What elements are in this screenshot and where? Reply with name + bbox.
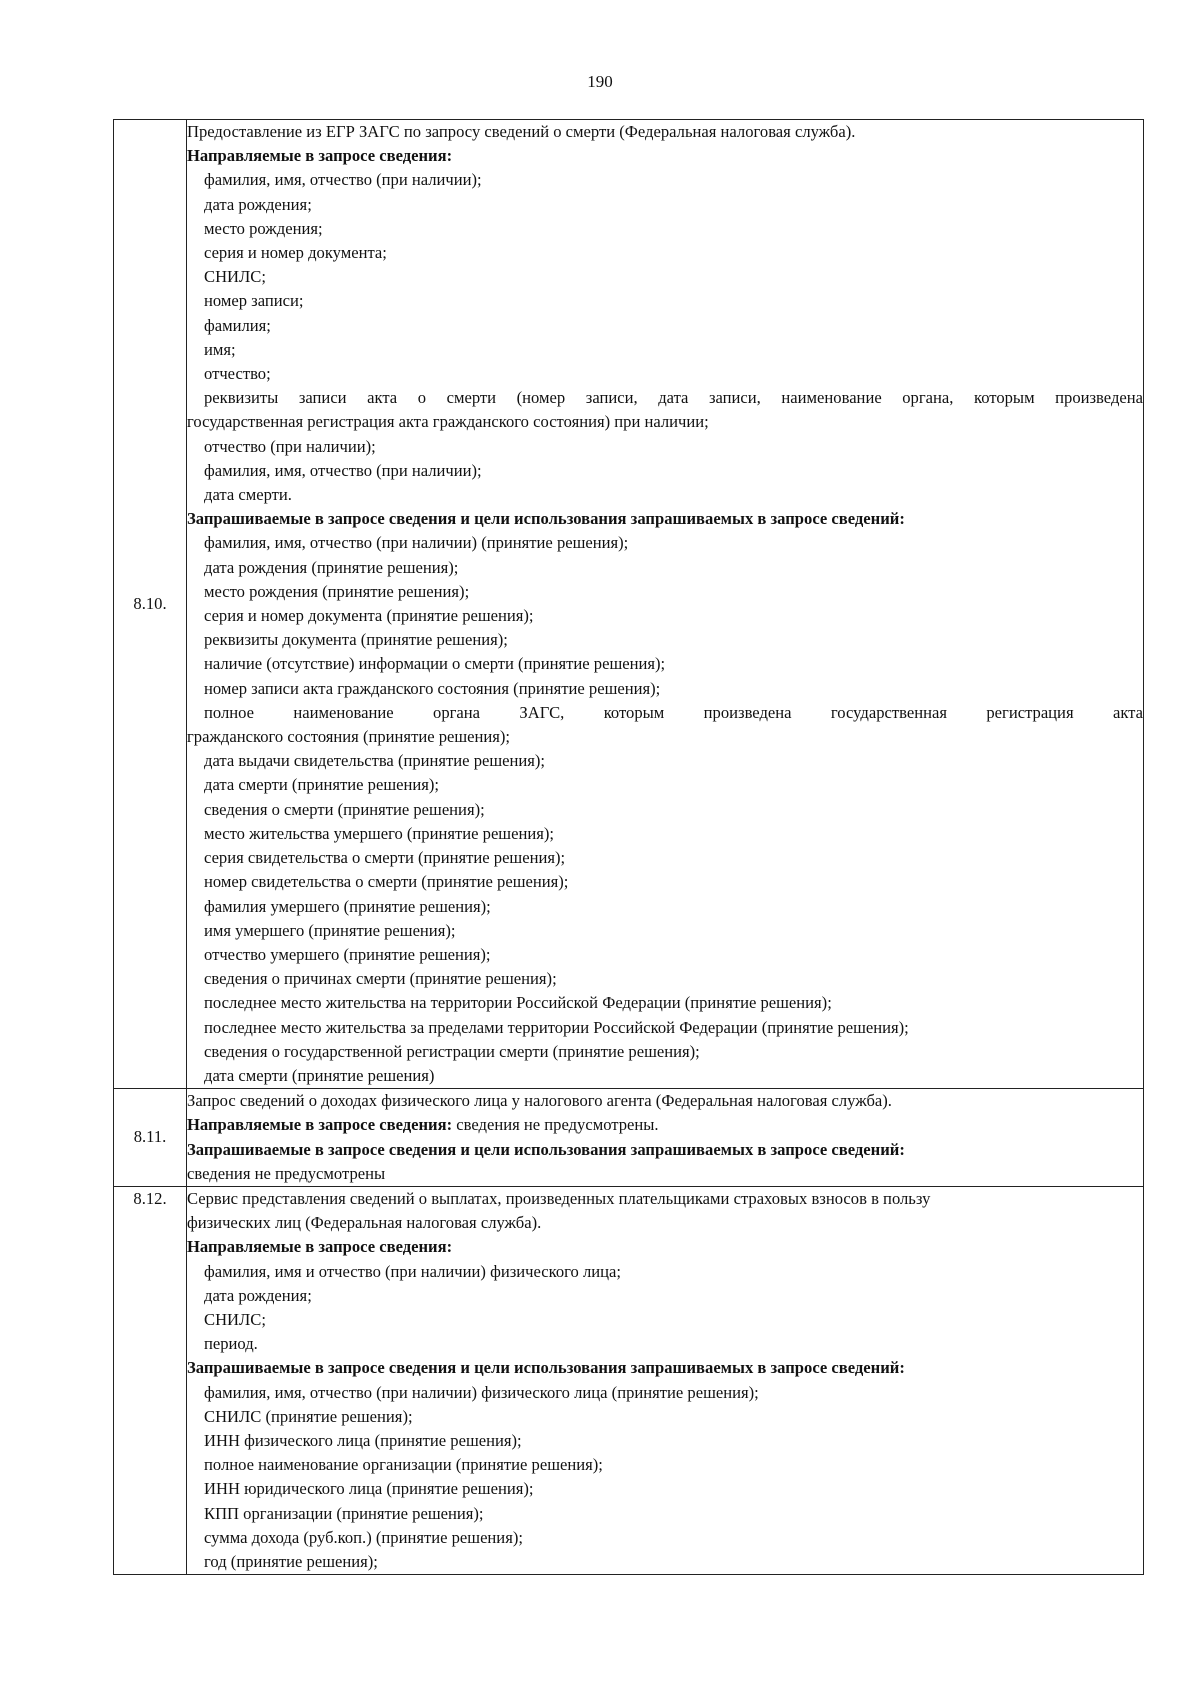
text-line: сведения о государственной регистрации смерти (принятие решения);	[204, 1041, 700, 1061]
text-line: серия и номер документа;	[204, 243, 387, 263]
text-segment: сведения не предусмотрены.	[452, 1115, 659, 1135]
text-line: полное наименование организации (принятие решения);	[204, 1455, 603, 1475]
text-line: место рождения;	[204, 218, 323, 238]
text-line: Сервис представления сведений о выплатах, произведенных плательщиками страховых взносов в пользу	[187, 1188, 931, 1208]
document-table	[113, 119, 1144, 1575]
row-content	[187, 1186, 1144, 1574]
text-line: место рождения (принятие решения);	[204, 581, 470, 601]
section-heading: Запрашиваемые в запросе сведения и цели использования запрашиваемых в запросе сведений:	[187, 509, 905, 529]
text-line: дата рождения;	[204, 194, 312, 214]
text-line: сумма дохода (руб.коп.) (принятие решения);	[204, 1527, 523, 1547]
text-line: серия и номер документа (принятие решения);	[204, 606, 534, 626]
text-line: последнее место жительства на территории Российской Федерации (принятие решения);	[204, 993, 832, 1013]
text-line: полное наименование органа ЗАГС, которым произведена государственная регистрация акта	[204, 702, 1143, 722]
text-line: фамилия, имя, отчество (при наличии);	[204, 460, 482, 480]
text-line: номер записи;	[204, 291, 304, 311]
text-line: период.	[204, 1334, 258, 1354]
section-heading: Направляемые в запросе сведения:	[187, 146, 453, 166]
text-line: наличие (отсутствие) информации о смерти (принятие решения);	[204, 654, 666, 674]
page-number: 190	[587, 72, 613, 91]
row-number: 8.11.	[114, 1089, 187, 1187]
text-line: сведения не предусмотрены	[187, 1163, 386, 1183]
text-line: реквизиты записи акта о смерти (номер записи, дата записи, наименование органа, которым произведена	[204, 388, 1143, 408]
text-line: сведения о причинах смерти (принятие решения);	[204, 969, 557, 989]
text-line: дата смерти (принятие решения)	[204, 1065, 435, 1085]
text-line: ИНН юридического лица (принятие решения);	[204, 1479, 534, 1499]
text-line: место жительства умершего (принятие решения);	[204, 823, 554, 843]
text-line: сведения о смерти (принятие решения);	[204, 799, 485, 819]
text-line: гражданского состояния (принятие решения);	[187, 727, 511, 747]
text-line: отчество;	[204, 364, 271, 384]
text-line: фамилия, имя, отчество (при наличии);	[204, 170, 482, 190]
text-line: СНИЛС;	[204, 267, 266, 287]
text-line: фамилия;	[204, 315, 271, 335]
text-line: фамилия умершего (принятие решения);	[204, 896, 491, 916]
text-line: фамилия, имя, отчество (при наличии) (принятие решения);	[204, 533, 629, 553]
text-line: дата рождения (принятие решения);	[204, 557, 459, 577]
text-line: Предоставление из ЕГР ЗАГС по запросу сведений о смерти (Федеральная налоговая служба).	[187, 122, 856, 141]
table-row	[114, 120, 1144, 1089]
text-line: СНИЛС;	[204, 1309, 266, 1329]
text-line: Запрос сведений о доходах физического лица у налогового агента (Федеральная налоговая служба).	[187, 1091, 892, 1111]
text-line: имя;	[204, 339, 236, 359]
row-number: 8.12.	[114, 1186, 187, 1574]
row-content	[187, 120, 1144, 1089]
text-line: номер записи акта гражданского состояния (принятие решения);	[204, 678, 661, 698]
section-heading: Направляемые в запросе сведения:	[187, 1237, 453, 1257]
text-line: государственная регистрация акта гражданского состояния) при наличии;	[187, 412, 709, 432]
text-line: фамилия, имя и отчество (при наличии) физического лица;	[204, 1261, 622, 1281]
text-line: отчество (при наличии);	[204, 436, 376, 456]
row-content	[187, 1089, 1144, 1187]
text-line: дата выдачи свидетельства (принятие решения);	[204, 751, 546, 771]
section-heading: Запрашиваемые в запросе сведения и цели использования запрашиваемых в запросе сведений:	[187, 1358, 905, 1378]
row-number: 8.10.	[114, 120, 187, 1089]
section-heading: Направляемые в запросе сведения:	[187, 1115, 453, 1135]
text-line: номер свидетельства о смерти (принятие решения);	[204, 872, 569, 892]
text-line: отчество умершего (принятие решения);	[204, 944, 491, 964]
section-heading: Запрашиваемые в запросе сведения и цели использования запрашиваемых в запросе сведений:	[187, 1139, 905, 1159]
text-line: дата смерти.	[204, 485, 292, 505]
text-line: имя умершего (принятие решения);	[204, 920, 456, 940]
text-line: фамилия, имя, отчество (при наличии) физического лица (принятие решения);	[204, 1382, 759, 1402]
text-line: год (принятие решения);	[204, 1551, 378, 1571]
text-line: последнее место жительства за пределами территории Российской Федерации (принятие решения);	[204, 1017, 909, 1037]
text-line: реквизиты документа (принятие решения);	[204, 630, 508, 650]
text-line: ИНН физического лица (принятие решения);	[204, 1430, 522, 1450]
text-line: дата смерти (принятие решения);	[204, 775, 440, 795]
text-line	[187, 1113, 1143, 1137]
table-row	[114, 1089, 1144, 1187]
text-line: физических лиц (Федеральная налоговая служба).	[187, 1213, 542, 1233]
text-line: СНИЛС (принятие решения);	[204, 1406, 413, 1426]
text-line: дата рождения;	[204, 1285, 312, 1305]
text-line: серия свидетельства о смерти (принятие решения);	[204, 848, 566, 868]
text-line: КПП организации (принятие решения);	[204, 1503, 484, 1523]
table-row	[114, 1186, 1144, 1574]
